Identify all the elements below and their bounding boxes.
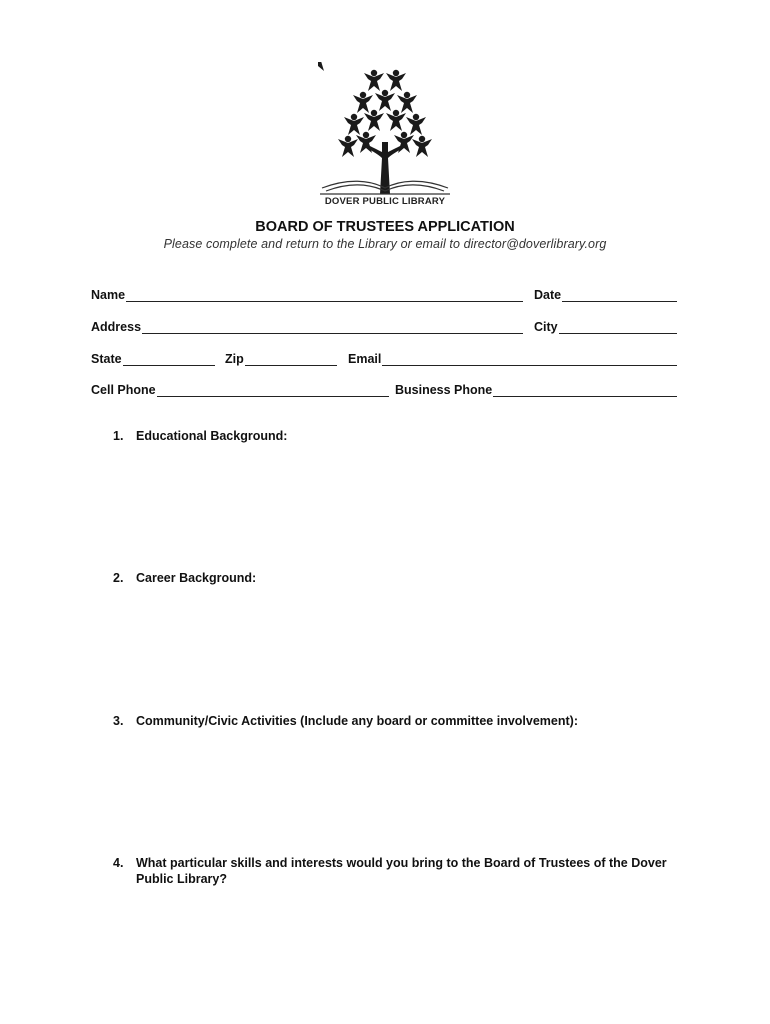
city-label: City — [534, 320, 558, 334]
page-subtitle: Please complete and return to the Library or email to director@doverlibrary.org — [163, 237, 607, 251]
question-number: 3. — [113, 714, 124, 728]
email-label: Email — [348, 352, 382, 366]
state-label: State — [91, 352, 122, 366]
email-line[interactable] — [382, 351, 677, 366]
name-field[interactable] — [91, 284, 523, 302]
cell-phone-line[interactable] — [157, 382, 389, 397]
question-text: Community/Civic Activities (Include any board or committee involvement): — [136, 714, 578, 728]
name-line[interactable] — [126, 287, 523, 302]
question-number: 1. — [113, 429, 124, 443]
address-label: Address — [91, 320, 142, 334]
email-field[interactable] — [348, 348, 677, 366]
zip-field[interactable] — [225, 348, 337, 366]
form-row-state — [91, 348, 677, 366]
name-label: Name — [91, 288, 126, 302]
date-label: Date — [534, 288, 562, 302]
question-2 — [113, 570, 673, 586]
question-text: Career Background: — [136, 571, 257, 585]
business-phone-field[interactable] — [395, 379, 677, 397]
city-line[interactable] — [559, 319, 677, 334]
question-number: 4. — [113, 856, 124, 870]
library-logo — [318, 62, 452, 212]
address-line[interactable] — [142, 319, 523, 334]
form-row-phone — [91, 379, 677, 397]
date-field[interactable] — [534, 284, 677, 302]
question-text: What particular skills and interests would you bring to the Board of Trustees of the Dover Public Library? — [136, 856, 667, 886]
business-phone-label: Business Phone — [395, 383, 493, 397]
tree-of-people-icon — [318, 62, 452, 196]
address-field[interactable] — [91, 316, 523, 334]
form-row-address — [91, 316, 677, 334]
question-text: Educational Background: — [136, 429, 288, 443]
city-field[interactable] — [534, 316, 677, 334]
business-phone-line[interactable] — [493, 382, 677, 397]
cell-phone-field[interactable] — [91, 379, 389, 397]
form-row-name — [91, 284, 677, 302]
state-line[interactable] — [123, 351, 215, 366]
page-title: BOARD OF TRUSTEES APPLICATION — [255, 219, 515, 235]
question-4 — [113, 855, 673, 887]
question-3 — [113, 713, 673, 729]
zip-label: Zip — [225, 352, 244, 366]
date-line[interactable] — [562, 287, 677, 302]
question-1 — [113, 428, 673, 444]
state-field[interactable] — [91, 348, 215, 366]
zip-line[interactable] — [245, 351, 337, 366]
cell-phone-label: Cell Phone — [91, 383, 156, 397]
question-number: 2. — [113, 571, 124, 585]
library-name: DOVER PUBLIC LIBRARY — [324, 196, 446, 207]
